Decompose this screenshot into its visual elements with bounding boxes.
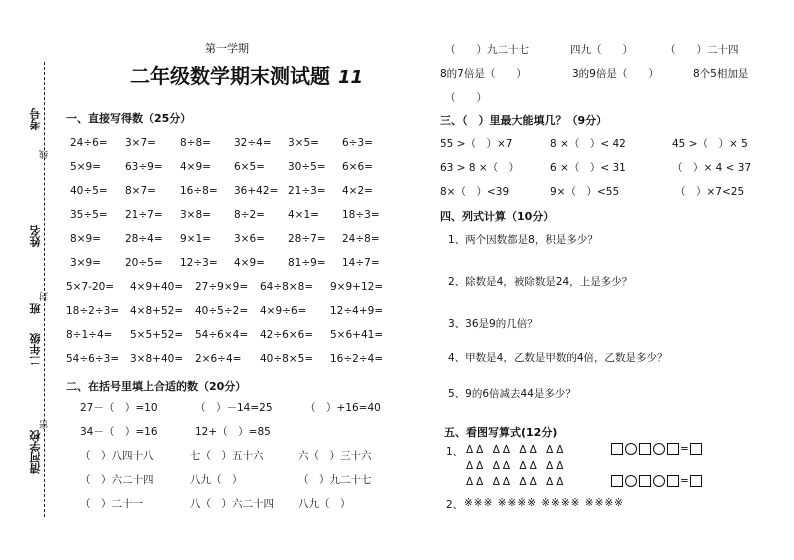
ineq-item: （ ）×7<25 [675, 186, 745, 198]
mental-math-item: 4×2= [342, 185, 373, 197]
symbol-row: ※※※ ※※※※ ※※※※ ※※※※ [464, 497, 624, 509]
school-label: 清河学校 [29, 430, 42, 474]
ineq-item: （ ）× 4 < 37 [672, 162, 752, 174]
mental-math-item: 12÷3= [180, 257, 218, 269]
triangle-row: ΔΔ ΔΔ ΔΔ ΔΔ [466, 460, 567, 472]
seal-mark: 封 [40, 292, 50, 301]
mental-math-item: 4×8+52= [130, 305, 184, 317]
section2-heading: 二、在括号里填上合适的数（20分） [66, 380, 247, 393]
mental-math-item: 16÷2÷4= [330, 353, 384, 365]
mental-math-item: 30÷5= [288, 161, 326, 173]
mental-math-item: 54÷6÷3= [66, 353, 120, 365]
operator-circle [625, 443, 637, 455]
mental-math-item: 4×9+40= [130, 281, 184, 293]
mental-math-item: 35÷5= [70, 209, 108, 221]
title-number: 11 [338, 67, 364, 88]
fill-item: （ ）九二十七 [298, 474, 372, 486]
mental-math-item: 5×5+52= [130, 329, 184, 341]
equals-sign: = [680, 475, 689, 487]
blank-box [690, 443, 702, 455]
word-problem: 3、36是9的几倍？ [448, 318, 538, 330]
q2-label: 2、 [446, 499, 464, 511]
mental-math-item: 8×7= [125, 185, 156, 197]
blank-box [667, 443, 679, 455]
fill-item: 12+（ ）=85 [195, 426, 271, 438]
mental-math-item: 21÷3= [288, 185, 326, 197]
mental-math-item: 54÷6×4= [195, 329, 249, 341]
fill-item: 八（ ）六二十四 [190, 498, 274, 510]
mental-math-item: 12÷4+9= [330, 305, 384, 317]
section1-heading: 一、直接写得数（25分） [66, 112, 192, 125]
mental-math-item: 4×9= [234, 257, 265, 269]
operator-circle [653, 443, 665, 455]
mental-math-item: 3×9= [70, 257, 101, 269]
fill-item: 8的7倍是（ ） [440, 68, 527, 80]
equation-template-1 [610, 443, 703, 455]
mental-math-item: 28÷4= [125, 233, 163, 245]
fill-item: 3的9倍是（ ） [572, 68, 659, 80]
word-problem: 1、两个因数都是8，积是多少？ [448, 234, 598, 246]
mental-math-item: 14÷7= [342, 257, 380, 269]
ineq-item: 8 ×（ ）< 42 [550, 138, 626, 150]
mental-math-item: 20÷5= [125, 257, 163, 269]
mental-math-item: 6÷3= [342, 137, 373, 149]
q1-label: 1、 [446, 446, 464, 458]
fill-item: （ ）二十一 [80, 498, 143, 510]
ineq-item: 9×（ ）<55 [550, 186, 620, 198]
fill-item: 六（ ）三十六 [298, 450, 372, 462]
mental-math-item: 63÷9= [125, 161, 163, 173]
mental-math-item: 40÷5÷2= [195, 305, 249, 317]
mental-math-item: 28÷7= [288, 233, 326, 245]
ineq-item: 8×（ ）<39 [440, 186, 510, 198]
title-text: 二年级数学期末测试题 [130, 64, 330, 88]
equation-template-2 [610, 475, 703, 487]
blank-box [667, 475, 679, 487]
ineq-item: 55 >（ ）×7 [440, 138, 513, 150]
mental-math-item: 16÷8= [180, 185, 218, 197]
blank-box [639, 475, 651, 487]
fill-item: （ ）八四十八 [80, 450, 154, 462]
ineq-item: 63 > 8 ×（ ） [440, 162, 520, 174]
mental-math-item: 8÷1÷4= [66, 329, 113, 341]
mental-math-item: 5×9= [70, 161, 101, 173]
mental-math-item: 6×5= [234, 161, 265, 173]
mental-math-item: 40÷5= [70, 185, 108, 197]
fill-item: 八九（ ） [298, 498, 351, 510]
fill-item: （ ）+16=40 [305, 402, 381, 414]
mental-math-item: 40÷8×5= [260, 353, 314, 365]
mental-math-item: 2×6÷4= [195, 353, 242, 365]
section4-heading: 四、列式计算（10分） [440, 210, 555, 223]
line-mark: 线 [40, 150, 50, 159]
grade-label: 二年级 [29, 333, 42, 366]
mental-math-item: 8÷8= [180, 137, 211, 149]
word-problem: 2、除数是4，被除数是24，上是多少？ [448, 276, 633, 288]
fill-item: 四九（ ） [570, 44, 633, 56]
dense-mark: 密 [40, 420, 50, 429]
name-label: 姓名 [29, 225, 42, 247]
mental-math-item: 3×8+40= [130, 353, 184, 365]
triangle-row: ΔΔ ΔΔ ΔΔ ΔΔ [466, 476, 567, 488]
mental-math-item: 42÷6×6= [260, 329, 314, 341]
fill-item: （ ）六二十四 [80, 474, 154, 486]
equals-sign: = [680, 443, 689, 455]
mental-math-item: 8÷2= [234, 209, 265, 221]
fill-item: （ ）－14=25 [195, 402, 273, 414]
mental-math-item: 9×9+12= [330, 281, 384, 293]
binding-line [44, 62, 45, 517]
section5-heading: 五、看图写算式(12分) [444, 426, 558, 439]
section3-heading: 三、（ ）里最大能填几？（9分） [440, 114, 608, 127]
fill-item: 34－（ ）=16 [80, 426, 158, 438]
fill-item: 七（ ）五十六 [190, 450, 264, 462]
mental-math-item: 9×1= [180, 233, 211, 245]
mental-math-item: 21÷7= [125, 209, 163, 221]
mental-math-item: 36+42= [234, 185, 279, 197]
operator-circle [653, 475, 665, 487]
word-problem: 4、甲数是4，乙数是甲数的4倍，乙数是多少？ [448, 352, 668, 364]
blank-box [611, 475, 623, 487]
blank-box [639, 443, 651, 455]
mental-math-item: 18÷3= [342, 209, 380, 221]
blank-box [690, 475, 702, 487]
mental-math-item: 6×6= [342, 161, 373, 173]
ineq-item: 6 ×（ ）< 31 [550, 162, 626, 174]
mental-math-item: 4×9÷6= [260, 305, 307, 317]
blank-box [611, 443, 623, 455]
operator-circle [625, 475, 637, 487]
fill-item: 八九（ ） [190, 474, 243, 486]
mental-math-item: 64÷8×8= [260, 281, 314, 293]
class-label: 班 [29, 303, 42, 314]
triangle-row: ΔΔ ΔΔ ΔΔ ΔΔ [466, 444, 567, 456]
mental-math-item: 5×6+41= [330, 329, 384, 341]
term-label: 第一学期 [205, 42, 249, 55]
mental-math-item: 8×9= [70, 233, 101, 245]
mental-math-item: 24÷8= [342, 233, 380, 245]
mental-math-item: 4×9= [180, 161, 211, 173]
fill-item: （ ） [445, 92, 487, 104]
mental-math-item: 27÷9×9= [195, 281, 249, 293]
mental-math-item: 3×5= [288, 137, 319, 149]
mental-math-item: 18÷2÷3= [66, 305, 120, 317]
ineq-item: 45 >（ ）× 5 [672, 138, 748, 150]
fill-item: 27－（ ）=10 [80, 402, 158, 414]
fill-item: 8个5相加是 [693, 68, 749, 80]
fill-item: （ ）二十四 [665, 44, 739, 56]
mental-math-item: 24÷6= [70, 137, 108, 149]
fill-item: （ ）九二十七 [445, 44, 529, 56]
mental-math-item: 3×7= [125, 137, 156, 149]
mental-math-item: 32÷4= [234, 137, 272, 149]
mental-math-item: 5×7-20= [66, 281, 115, 293]
exam-no-label: 考号 [29, 108, 42, 130]
mental-math-item: 3×8= [180, 209, 211, 221]
mental-math-item: 3×6= [234, 233, 265, 245]
mental-math-item: 4×1= [288, 209, 319, 221]
word-problem: 5、9的6倍减去44是多少？ [448, 388, 576, 400]
mental-math-item: 81÷9= [288, 257, 326, 269]
page-title [130, 60, 363, 89]
